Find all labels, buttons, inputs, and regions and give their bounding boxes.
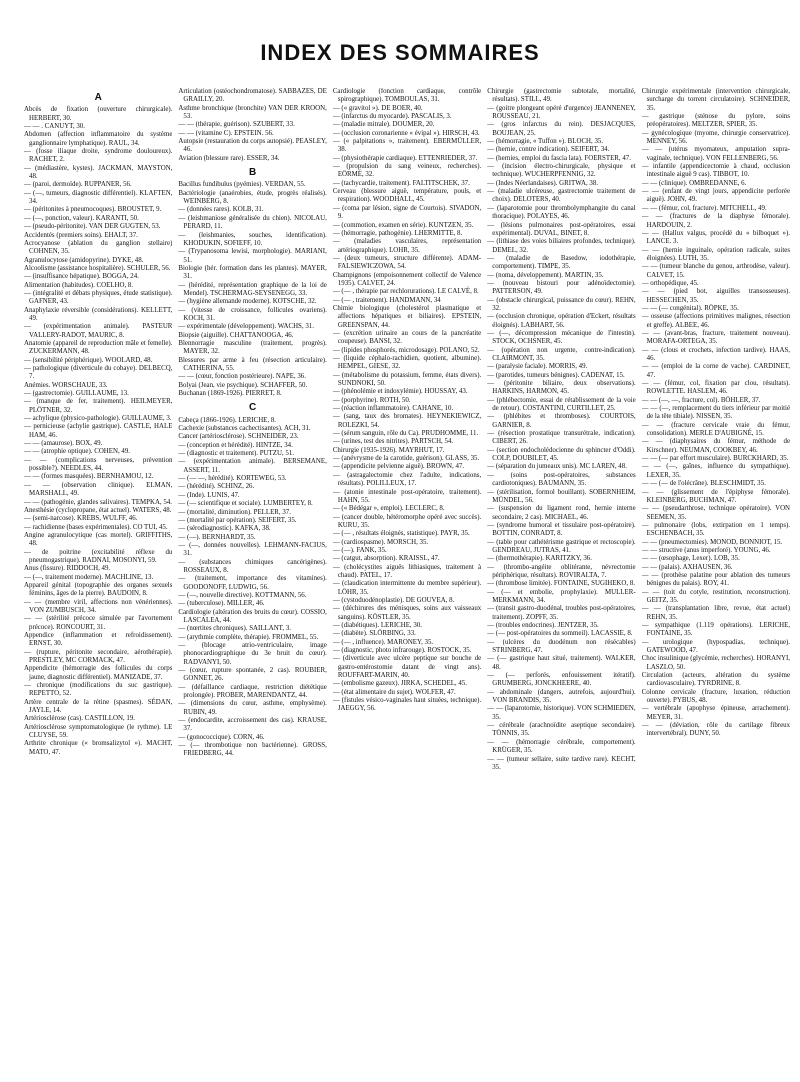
index-entry: Artériosclérose (cas). CASTILLON, 19.: [24, 715, 135, 723]
index-entry: — (maladie mitrale). DOUMER, 20.: [332, 121, 435, 129]
index-entry: — (Trypanosoma lewisi, morphologie). MARIANI, 51.: [178, 248, 327, 264]
index-entry: — — (—, remplacement du tiers inférieur par moitié de la tête tibiale). NISSEN, 35.: [641, 405, 791, 421]
index-entry: — (coma par lésion, signe de Courtois). SIVADON, 9.: [332, 204, 482, 221]
index-entry: Cancer (artériosclérose). SCHNEIDER, 23.: [178, 433, 299, 441]
index-entry: — (« gravitol »). DE BOER, 40.: [332, 104, 423, 112]
index-entry: — (diverticule avec ulcère peptique sur bouche de gastro-entérostomie datant de vingt ans). ROUFFART-MARIN, 40.: [332, 655, 482, 680]
index-entry: — gynécologique (myome, chirurgie conservatrice). MENNEY, 56.: [641, 129, 791, 146]
index-entry: — (leishmaniose généralisée du chien). NICOLAU, PERARD, 11.: [178, 214, 327, 231]
index-entry: — (déchirures des ménisques, soins aux vaisseaux sanguins). KÖSTLER, 35.: [332, 605, 482, 621]
index-entry: — — (hernie inguinale, opération radicale, suites éloignées). LUTH, 35.: [641, 246, 791, 262]
index-entry: — (suspension du ligament rond, hernie interne secondaire, 2 cas). MICHAEL, 46.: [487, 505, 636, 521]
index-entry: — vertébrale (apophyse épineuse, arrachement). MEYER, 31.: [641, 705, 791, 721]
index-entry: — (expérimentation animale). BERSEMANE, ASSERT, 11.: [178, 458, 327, 474]
index-entry: — (hernies, emploi du fascia lata). FOERSTER, 47.: [487, 154, 631, 162]
index-entry: — (occlusion coronarienne « évipal »). HIRSCH, 43.: [332, 129, 480, 137]
index-entry: — (porphyrine). ROTH, 50.: [332, 396, 411, 404]
index-entry: — (leishmanies, souches, identification). KHODUKIN, SOFIEFF, 10.: [178, 231, 327, 247]
index-entry: — (deux tumeurs, structure différente). ADAM-FALSIEWICZOWA, 54.: [332, 254, 482, 271]
index-entry: — (sensibilité périphérique). WOOLARD, 48.: [24, 356, 153, 364]
index-entry: — (catgut, absorption). KRAISSL, 47.: [332, 555, 440, 563]
index-entry: — (diagnostic, photo infrarouge). ROSTOCK, 35.: [332, 647, 472, 655]
index-entry: — — (—, gaînes, influence du sympathique). LEXER, 35.: [641, 463, 791, 479]
index-entry: — — (clous et crochets, infection tardive). HAAS, 46.: [641, 346, 791, 362]
index-entry: — (arythmie complète, thérapie). FROMMEL, 55.: [178, 633, 319, 641]
section-letter-heading: A: [94, 92, 102, 103]
index-entry: — (—, ponction, valeur). KARANTI, 50.: [24, 214, 139, 222]
index-entry: — (fosse iliaque droite, syndrome douloureux). RACHET, 2.: [24, 148, 173, 164]
index-entry: Cardiologie (altération des bruits du cœur). COSSIO, LASCALEA, 44.: [178, 608, 327, 624]
index-entry: — (péritonite biliaire, deux observations). HARKINS, HARMON, 45.: [487, 380, 636, 396]
index-entry: — (sérum sanguin, rôle du Ca). PRUDHOMME, 11.: [332, 430, 479, 438]
index-entry: — (nœrtites chroniques). SAILLANT, 3.: [178, 625, 291, 633]
index-entry: Buchanan (1869-1926). PIERRET, 8.: [178, 390, 282, 398]
index-entry: — — (fractures de la diaphyse fémorale). HARDOUIN, 2.: [641, 213, 791, 229]
index-entry: — (claudication intermittente du membre supérieur). LÖHR, 35.: [332, 580, 482, 596]
index-entry: Arthrite chronique (« bromsalizytol »). MACHT, MATO, 47.: [24, 740, 173, 756]
index-entry: — — (membre viril, affections non vénériennes). VON ZUMBUSCH, 34.: [24, 598, 173, 614]
index-entry: — de poitrine (excitabilité réflexe du pneumogastrique). RADNAI, MOSONYI, 59.: [24, 548, 173, 564]
index-entry: — (conception et hérédité). HINTZE, 34.: [178, 441, 293, 449]
index-entry: — — (amaurose). BOX, 49.: [24, 440, 103, 448]
index-entry: — (fistules vésico-vaginales haut situées, technique). JAEGGY, 56.: [332, 697, 482, 713]
index-entry: — cérébrale (arachnoïdite aseptique secondaire). TÖNNIS, 35.: [487, 722, 636, 738]
index-entry: — — (enfant de vingt jours, appendicite perforée aiguë). JOHN, 49.: [641, 188, 791, 204]
index-entry: — — (— congénital). RÖPKE, 35.: [641, 304, 739, 312]
index-entry: Acrocyanose (ablation du ganglion stellaire) COHNEN, 35.: [24, 239, 173, 256]
index-entry: Cabeça (1866-1926). LERICHE, 8.: [178, 416, 276, 424]
index-entry: — (cystoduodénoplastie). DE GOUVEA, 8.: [332, 596, 455, 604]
index-entry: — (endocardite, accroissement des cas). KRAUSE, 37.: [178, 717, 327, 733]
index-entry: — achylique (physico-pathologie). GUILLAUME, 3.: [24, 415, 172, 423]
index-entry: — (hémorragie, « Tuffon »). BLOCH, 35.: [487, 138, 604, 146]
index-entry: — sympathique (1.119 opérations). LERICHE, FONTAINE, 35.: [641, 622, 791, 638]
index-entry: — (lithiase des voies biliaires profondes, technique). DEMEL, 32.: [487, 238, 636, 254]
index-entry: — — (glissement de l'épiphyse fémorale). KLEINBERG, BUCHMAN, 47.: [641, 488, 791, 504]
index-entry: — (insuffisance hépatique). BOGGA, 24.: [24, 273, 139, 281]
index-entry: — (infarctus du myocarde). PASCALIS, 3.: [332, 113, 452, 121]
index-entry: Blennorragie masculine (traitement, progrès). MAYER, 32.: [178, 339, 327, 356]
index-entry: — (occlusion chronique, opération d'Eckert, résultats éloignés). LABHART, 56.: [487, 313, 636, 329]
index-entry: — (ulcères du duodénum non résécables) STRINBERG, 47.: [487, 638, 636, 655]
index-entry: — (cholécystites aiguës lithiasiques, traitement à chaud). PATEL, 17.: [332, 563, 482, 579]
index-entry: — (—, tumeurs, diagnostic différentiel). KLAFTEN, 34.: [24, 189, 173, 206]
index-entry: — (anévrysme de la carotide, guérison). GLASS, 35.: [332, 455, 480, 463]
index-entry: — (gros infarctus du rein). DESJACQUES, BOUJEAN, 25.: [487, 121, 636, 137]
index-entry: Chimie biologique (cholestérol plasmatique et affections hépatiques et biliaires). EPSTEIN, GREENSPAN, 44.: [332, 304, 482, 329]
index-entry: — (diagnostic et traitement). PUTZU, 51.: [178, 450, 294, 458]
index-entry: — pernicieuse (achylie gastrique). CASTLE, HALE HAM, 46.: [24, 423, 173, 439]
index-entry: — (hérédité, représentation graphique de la loi de Mendel). TSCHERMAG-SEYSENEGG, 33.: [178, 281, 327, 297]
index-entry: Bolyai (Jean, vie psychique). SCHAFFER, 50.: [178, 381, 308, 389]
index-entry: — (dimensions du cœur, asthme, emphysème). RUBIN, 49.: [178, 700, 327, 716]
index-entry: — (tuberculose). MILLER, 46.: [178, 600, 265, 608]
index-entry: — (—, nouvelle directive). KOTTMANN, 56.: [178, 591, 307, 599]
index-entry: — (pseudo-péritonite). VAN DER GUGTEN, 53.: [24, 223, 161, 231]
index-entry: — (incision électro-chirurgicale, physique et technique). WUCHERPFENNIG, 32.: [487, 163, 636, 179]
index-entry: — (— thrombotique non bactérienne). GROSS, FRIEDBERG, 44.: [178, 742, 327, 758]
index-entry: — (— et embolie, prophylaxie). MULLER-MERKMANN, 34.: [487, 588, 636, 604]
index-entry: — (tachycardie, traitement). FALTITSCHEK, 37.: [332, 179, 470, 187]
section-letter-heading: C: [248, 402, 257, 414]
index-entry: — pathologique (diverticule du cobaye). DELBECQ, 7.: [24, 365, 173, 381]
index-columns: [24, 88, 790, 1074]
index-column-3: [333, 88, 481, 1074]
index-entry: — — (pied bot, aiguilles transosseuses). HESSECHEN, 35.: [641, 288, 791, 304]
index-entry: Alimentation (habitudes). COELHO, 8.: [24, 281, 134, 289]
index-entry: — (expérimentation animale). PASTEUR VALLERY-RADOT, MAURIC, 8.: [24, 323, 173, 339]
section-letter-heading: B: [248, 167, 257, 179]
index-entry: — — (thérapie, guérison). SZUBERT, 33.: [178, 121, 295, 129]
index-entry: — expérimentale (développement). WACHS, 31.: [178, 323, 314, 331]
index-entry: — (médiastère, kystes). JACKMAN, MAYSTON, 48.: [24, 164, 173, 181]
index-entry: Chirurgie (1935-1926). MAYRHUT, 17.: [332, 446, 445, 454]
index-entry: Biologie (hér. formation dans les plantes). MAYER, 31.: [178, 264, 327, 281]
index-entry: — — (œsophage, Lexer). LOB, 35.: [641, 555, 740, 563]
index-entry: — (Inde). LUNIS, 47.: [178, 491, 240, 499]
index-entry: — (lipides phosphorés, microdosage). POLANO, 52.: [332, 346, 480, 354]
index-entry: — (manque de fer, traitement). HEILMEYER, PLÖTNER, 32.: [24, 398, 173, 414]
index-entry: — (péritonites à pneumocoques). BROUSTET, 9.: [24, 206, 162, 214]
index-entry: — (réaction inflammatoire). CAHANE, 10.: [332, 405, 454, 413]
index-entry: — — (— de l'olécrâne). BLESCHMIDT, 35.: [641, 480, 766, 488]
index-entry: — (physiothérapie cardiaque). ETTENRIEDER, 37.: [332, 154, 478, 162]
index-entry: — — (—, —, fracture, col). BÖHLER, 37.: [641, 396, 761, 404]
index-entry: Circulation (acteurs, altération du système cardiovasculaire). TYRDRINE, 8.: [641, 672, 791, 688]
index-entry: Articulation (ostéochondromatose). SABBAZÈS, DE GRAILLY, 20.: [178, 88, 327, 104]
index-entry: — (liquide céphalo-rachidien, quotient, albumine). HEMPEL, GIESE, 32.: [332, 355, 482, 371]
index-entry: Artère centrale de la rétine (spasmes). SÉDAN, JAYLE, 14.: [24, 698, 173, 715]
index-entry: — — (avant-bras, fracture, traitement nouveau). MORAFA-ORTEGA, 35.: [641, 329, 791, 346]
index-entry: — (—, données nouvelles). LEHMANN-FACIUS, 31.: [178, 541, 327, 558]
index-entry: — — (stérilité précoce simulée par l'avortement précoce). RONCOURT, 31.: [24, 615, 173, 631]
index-entry: Bacillus fundibulus (pyémies). VERDAN, 55.: [178, 181, 306, 189]
index-entry: — osseuse (affections primitives malignes, résection et greffe). ALBEE, 46.: [641, 313, 791, 329]
index-entry: — (« palpitations », traitement). EBERMÜLLER, 38.: [332, 138, 482, 154]
index-entry: — infantile (appendicectomie à chaud, occlusion intestinale aiguë 9 cas). TIBBOT, 10.: [641, 163, 791, 179]
index-column-4: [487, 88, 635, 1074]
index-entry: Aviation (blessure rare). ESSER, 34.: [178, 154, 280, 162]
index-entry: Anatomie (appareil de reproduction mâle et femelle). ZUCKERMANN, 48.: [24, 339, 173, 356]
index-entry: — — (Hallux valgus, procédé du « bilboquet »). LANCE. 3.: [641, 229, 791, 246]
index-entry: — (phlébectomie, essai de rétablissement de la voie de retour). COSTANTINI, CURTILLET, 25.: [487, 396, 636, 413]
page-title: INDEX DES SOMMAIRES: [260, 40, 540, 65]
index-entry: — (syndrome humoral et tissulaire post-opératoire). BOTTIN, CONRADT, 8.: [487, 521, 636, 538]
index-entry: — (phénolémie et indoxylémie). HOUSSAY, 43.: [332, 388, 468, 396]
index-entry: — (gastrectomie). GUILLAUME, 13.: [24, 390, 129, 398]
index-entry: Anaphylaxie réversible (considérations). KELLETT, 49.: [24, 306, 173, 322]
index-entry: Agranulocytose (amidopyrine). DYKE, 48.: [24, 256, 144, 264]
index-entry: Appendicite (hémorragie des follicules du corps jaune, diagnostic différentiel). MANIZADE, 37.: [24, 665, 173, 681]
index-entry: — (vitesse de croissance, follicules ovariens). KOCH, 31.: [178, 306, 327, 322]
index-entry: — (cardiospasme). MORSCH, 35.: [332, 538, 429, 546]
index-entry: — (semi-narcose). KREBS, WULFF, 46.: [24, 515, 138, 523]
index-entry: — (maladies vasculaires, représentation artériographique). LOHR, 35.: [332, 238, 482, 254]
index-entry: — (maladie ulcéreuse, gastrectomie traitement de choix). DELOTERS, 40.: [487, 188, 636, 204]
index-entry: — (défaillance cardiaque, restriction diététique prolongée). PROBER, MARENDANTZ, 44.: [178, 683, 327, 700]
index-entry: Cachexie (substances cachectisantes). ACH, 31.: [178, 425, 311, 433]
index-entry: — (diabétiques). LERICHE, 30.: [332, 622, 422, 629]
index-entry: — — . CANUYT, 30.: [24, 123, 85, 131]
index-entry: — — (prothèse palatine pour ablation des tumeurs bénignes du palais). ROY, 41.: [641, 571, 791, 588]
index-entry: — (— scientifique et sociale). LUMBERTEY, 8.: [178, 500, 313, 508]
index-entry: — — (fracture cervicale vraie du fémur, consolidation). MERLE D'AUBIGNÉ, 15.: [641, 421, 791, 438]
index-entry: — (maladie de Basedow, iodothérapie, comportement). TIMPE, 35.: [487, 254, 636, 271]
index-entry: — — (emploi de la corne de vache). CARDINET, 47.: [641, 363, 791, 379]
index-entry: — (thrombose limitée). FONTAINE, SUGIHEKO, 8.: [487, 580, 635, 588]
index-entry: — chronique (modifications du suc gastrique). REPETTO, 52.: [24, 682, 173, 698]
index-entry: Artériosclérose symptomatologique (le rythme). LE CLUYSE, 59.: [24, 723, 173, 740]
index-entry: — (nouveau bistouri pour adénoïdectomie). PATTERSON, 49.: [487, 279, 636, 296]
index-entry: Champignons (empoisonnement collectif de Valence 1935). CALVET, 24.: [332, 271, 482, 287]
index-entry: — pulmonaire (lobs, extirpation en 1 temps). ESCHENBACH, 35.: [641, 521, 791, 538]
index-entry: — (—, décompression mécanique de l'intestin). STOCK, OCHSNER, 45.: [487, 329, 636, 346]
index-entry: — (paroi, dermoïde). RUPPANER, 56.: [24, 181, 132, 189]
index-entry: Autopsie (restauration du corps autopsié). PEASLEY, 46.: [178, 138, 327, 154]
index-entry: — (parotides, tumeurs bénignes). CADENAT, 15.: [487, 371, 625, 379]
index-entry: — — (cœur, fonction postérieure). NAPE, 36.: [178, 373, 306, 381]
index-entry: Colonne cervicale (fracture, luxation, réduction ouverte). PYBUS, 48.: [641, 688, 791, 705]
index-entry: — (thermothérapie). KARITZKY, 36.: [487, 555, 592, 563]
index-entry: — (cœur, rupture spontanée, 2 cas). ROUBIER, GONNET, 26.: [178, 667, 327, 683]
index-entry: — (hérédité). SCHINZ, 26.: [178, 483, 255, 491]
index-entry: — (paralysie faciale). MORRIS, 49.: [487, 363, 588, 371]
index-entry: — — (formes masquées). BERNHAMOU, 12.: [24, 473, 154, 481]
index-entry: — (lésions pulmonaires post-opératoires, essai expérimental). DUVAL, BINET, 8.: [487, 221, 636, 237]
index-entry: — (appendicite pelvienne aiguë). BROWN, 47.: [332, 463, 465, 471]
index-entry: — abdominale (dangers, autrefois, aujourd'hui). VON BRANDIS, 35.: [487, 688, 636, 705]
index-entry: Chirurgie expérimentale (intervention chirurgicale, surcharge du torrent circulatoire). SCHNEIDER, 35.: [641, 88, 791, 112]
index-entry: — — (pathogénie, glandes salivaires). TEMPKA, 54.: [24, 498, 172, 506]
index-entry: — (données rares). KOLB, 31.: [178, 206, 264, 214]
index-entry: — (table pour cathétérisme gastrique et rectoscopie). GENDREAU, JUTRAS, 41.: [487, 538, 636, 554]
index-entry: Cardiologie (fonction cardiaque, contrôle spirographique). TOMBOULAS, 31.: [332, 88, 482, 104]
index-entry: Angine agranulocytique (cas mortel). GRIFFITHS, 48.: [24, 531, 173, 548]
index-entry: — (— post-opératoires du sommeil). LACASSIE, 8.: [487, 630, 633, 638]
index-entry: Appendice (inflammation et refroidissement). ERNST, 30.: [24, 632, 173, 648]
index-entry: — — (toit du cotyle, restitution, reconstruction). GEITZ, 35.: [641, 588, 791, 604]
index-entry: — (séparation du jumeaux unis). MC LAREN, 48.: [487, 463, 627, 471]
index-entry: Appareil génital (topographie des organes sexuels féminins, âges de la pierre). BAUDOIN, 8.: [24, 581, 173, 598]
index-entry: — (substances chimiques cancérigènes). ROSSEAUX, 8.: [178, 558, 327, 574]
index-entry: — (« Bédégar », emploi). LECLERC, 8.: [332, 505, 445, 513]
index-entry: — (opération non urgente, contre-indication). CLAIRMONT, 35.: [487, 346, 636, 362]
index-entry: — (hémorragie, pathogénie). LHERMITTE, 8.: [332, 229, 463, 237]
index-entry: — — (palais). AXHAUSEN, 36.: [641, 563, 733, 571]
index-entry: — (— —, hérédité). KORTEWEG, 53.: [178, 475, 287, 483]
index-entry: — urologique (hypospadias, technique). GATEWOOD, 47.: [641, 638, 791, 655]
index-entry: Abdomen (affection inflammatoire du système ganglionnaire lymphatique). RAUL, 34.: [24, 131, 173, 147]
index-entry: — (commotion, examen en série). KUNTZEN, 35.: [332, 221, 474, 229]
index-entry: — — (déviation, rôle du cartilage fibreux intervertébral). DUNY, 50.: [641, 722, 791, 738]
index-entry: — (laparotomie pour thrombolymphangite du canal thoracique). POLAYES, 46.: [487, 204, 636, 221]
index-entry: — (— , traitement). HANDMANN, 34: [332, 296, 441, 304]
index-entry: — (excrétion urinaire au cours de la pancréatite coupeuse). BANSI, 32.: [332, 329, 482, 346]
index-entry: Alcoolisme (assistance hospitalière). SCHULER, 56.: [24, 264, 171, 272]
index-entry: — (—). FANK, 35.: [332, 546, 387, 554]
index-entry: Chirurgie (gastrectomie subtotale, mortalité, résultats). STILL, 49.: [487, 88, 636, 104]
index-entry: Biopsie (aiguille). CHATTANOOGA, 46.: [178, 331, 294, 339]
index-entry: — (astragalectomie chez l'adulte, indications, résultats). POLILLEUX, 17.: [332, 471, 482, 488]
index-column-2: [178, 88, 326, 1074]
index-entry: — (Indes Néerlandaises). GRITWA, 38.: [487, 179, 599, 187]
index-entry: — — (pneumectomies). MONOD, BONNIOT, 15.: [641, 538, 783, 546]
index-entry: — (état alimentaire du sujet). WOLFER, 47.: [332, 688, 456, 696]
index-entry: — (diabète). SLÖRBING, 33.: [332, 630, 416, 638]
index-entry: — (hernie, contre indication). SEIFERT, 34.: [487, 146, 610, 154]
index-entry: — — (diaphysaires du fémur, méthode de Kirschner). NEUMAN, COOKBEY, 46.: [641, 438, 791, 454]
index-entry: — — (vitamine C). EPSTEIN. 56.: [178, 129, 274, 137]
index-entry: — (atonie intestinale post-opératoire, traitement). HAHN, 55.: [332, 488, 482, 504]
index-entry: — (blocage atrio-ventriculaire, image phonocardiographique du 3e bruit du cœur). RADVANYI, 50.: [178, 642, 327, 666]
index-entry: — (cancer double, hétéromorphe opéré avec succès). KURU, 35.: [332, 513, 482, 529]
index-entry: — gastrique (sténose du pylore, soins préopératoires). MELTZER, SPIER, 35.: [641, 113, 791, 129]
index-entry: — — (fémur, col, fixation par clou, résultats). ROWLETTE. HASLEM, 46.: [641, 380, 791, 396]
index-entry: — (métabolisme du potassium, femme, états divers). SUNDNOKI, 50.: [332, 371, 482, 388]
index-entry: — — (clinique). OMBREDANNE, 6.: [641, 179, 747, 187]
index-entry: — — (hémorragie cérébrale, comportement). KRÜGER, 35.: [487, 738, 636, 755]
index-entry: — (phlébites et thromboses). COURTOIS, GARNIER, 8.: [487, 413, 636, 429]
index-entry: — (sang, taux des bromates). HEYNEKIEWICZ, ROLEZKI, 54.: [332, 413, 482, 429]
index-entry: Anesthésie (cyclopropane, état actuel). WATERS, 48.: [24, 506, 172, 514]
index-entry: Anémies. WORSCHAUE, 33.: [24, 381, 108, 389]
index-entry: — — (atrophie optique). COHEN, 49.: [24, 448, 131, 456]
index-entry: Choc insulinique (glycémie, recherches). HORANYI, LASZLO, 50.: [641, 655, 791, 671]
index-entry: — (goitre plongeant opéré d'urgence) JEANNENEY, ROUSSEAU, 21.: [487, 104, 636, 121]
index-entry: — (stérilisation, formol bouillant). SOBERNHEIM, MÜNDEL, 56.: [487, 488, 636, 504]
index-entry: — (—, traitement moderne). MACHLINE, 13.: [24, 573, 154, 581]
index-entry: — — (— par effort musculaire). BURCKHARD, 35.: [641, 455, 789, 463]
index-entry: — (hygiène allemande moderne). KOTSCHE, 32.: [178, 298, 317, 306]
index-entry: — (—). BERNHARDT, 35.: [178, 533, 256, 541]
index-entry: — — (pseudarthrose, technique opératoire). VON SEEMEN, 35.: [641, 505, 791, 521]
index-entry: — (mortalité par opération). SEIFERT, 35.: [178, 516, 297, 524]
index-entry: — (transit gastro-duodénal, troubles post-opératoires, traitement). ZOPFF, 35.: [487, 605, 636, 621]
index-entry: — (— , résultats éloignés, statistique). PAYR, 35.: [332, 530, 470, 538]
index-entry: — — (fémur, col, fracture). MITCHELL, 49.: [641, 204, 767, 212]
index-entry: — (— perforés, enfouissement itératif). GRUMBERG, JONCKHEERE, 40.: [487, 672, 636, 688]
index-entry: Asthme bronchique (bronchite) VAN DER KROON, 53.: [178, 104, 327, 121]
index-entry: Cerveau (blessure aiguë, température, pouls, et respiration). WOODHALL, 45.: [332, 188, 482, 204]
index-entry: — (noma, développement). MARTIN, 35.: [487, 271, 604, 279]
index-entry: — (obstacle chirurgical, puissance du cœur). REHN, 32.: [487, 296, 636, 312]
index-entry: — — (transplantation libre, revue, état actuel) REHN, 35.: [641, 605, 791, 621]
index-entry: — (thrombo-angéite oblitérante, névrectomie périphérique, résultats). ROVIRALTA, 7.: [487, 563, 636, 579]
index-entry: — — (tumeur sellaire, suite tardive rare). KECHT, 35.: [487, 755, 636, 771]
index-entry: Bactériologie (anaérobies, étude, progrès réalisés). WEINBERG, 8.: [178, 189, 327, 206]
index-entry: — (propulsion du sang veineux, recherches). EÖRMÉ, 32.: [332, 163, 482, 179]
index-entry: — (mortalité, diminution). PELLER, 37.: [178, 508, 291, 516]
index-entry: Accidentés (premiers soins). EHALT, 37.: [24, 231, 138, 239]
index-entry: — (embolisme gazeux). JIRKA, SCHEDEL, 45.: [332, 680, 467, 688]
index-entry: — (— , thérapie par rechlorurations). LE CALVÉ, 8.: [332, 288, 479, 296]
index-entry: — (— gastrique haut situé, traitement). WALKER, 48.: [487, 655, 636, 671]
index-entry: — (urines, test des nitrites). PARTSCH, 54.: [332, 438, 454, 446]
index-entry: — rachidienne (bases expérimentales). CO TUI, 45.: [24, 523, 168, 531]
index-entry: — — (complications nerveuses, prévention possible?). NEEDLES, 44.: [24, 456, 173, 473]
index-entry: — — (observation clinique). ELMAN, MARSHALL, 49.: [24, 481, 173, 498]
index-entry: — (soins post-opératoires, substances cardiotoniques). BAUMANN, 35.: [487, 471, 636, 488]
index-entry: — (troubles endocrines). JENTZER, 35.: [487, 622, 599, 629]
index-entry: — — structive (anus imperforé). YOUNG, 46.: [641, 546, 771, 554]
index-column-1: [24, 88, 172, 1074]
index-entry: — (— , influence). MARONEY, 35.: [332, 638, 434, 646]
index-entry: — (résection prostatique transurétrale, indication). CIBERT, 26.: [487, 430, 636, 446]
index-entry: — — (laparotomie, historique). VON SCHMIEDEN, 35.: [487, 705, 636, 721]
index-entry: — — (utérus myomateux, amputation supra-vaginale, technique). VON FELLENBERG, 56.: [641, 146, 791, 162]
index-column-5: [642, 88, 790, 1074]
index-entry: — (traitement, importance des vitamines). GOODONOFF, LUDWIG, 56.: [178, 575, 327, 591]
index-entry: — (intégralité et débats physiques, étude statistique). GAFNER, 43.: [24, 289, 173, 306]
index-entry: — (sérodiagnostic). KAFKA, 38.: [178, 525, 271, 533]
index-entry: Blessures par arme à feu (résection articulaire). CATHERINA, 55.: [178, 356, 327, 372]
index-entry: — (gonococcique). CORN, 46.: [178, 733, 265, 741]
index-entry: — — (tumeur blanche du genou, arthrodèse, valeur). CALVET, 15.: [641, 263, 791, 279]
index-entry: — (rupture, péritonite secondaire, aérothérapie). PRESTLEY, MC CORMACK, 47.: [24, 648, 173, 665]
index-entry: Anus (fissure). RIDDOCH, 49.: [24, 565, 111, 573]
index-entry: — (section endocholédocienne du sphincter d'Oddi). COLP, DOUBILET, 45.: [487, 446, 636, 463]
index-entry: Abcès de fixation (ouverture chirurgicale). HERBERT, 30.: [24, 106, 173, 122]
index-entry: — orthopédique, 45.: [641, 279, 699, 287]
